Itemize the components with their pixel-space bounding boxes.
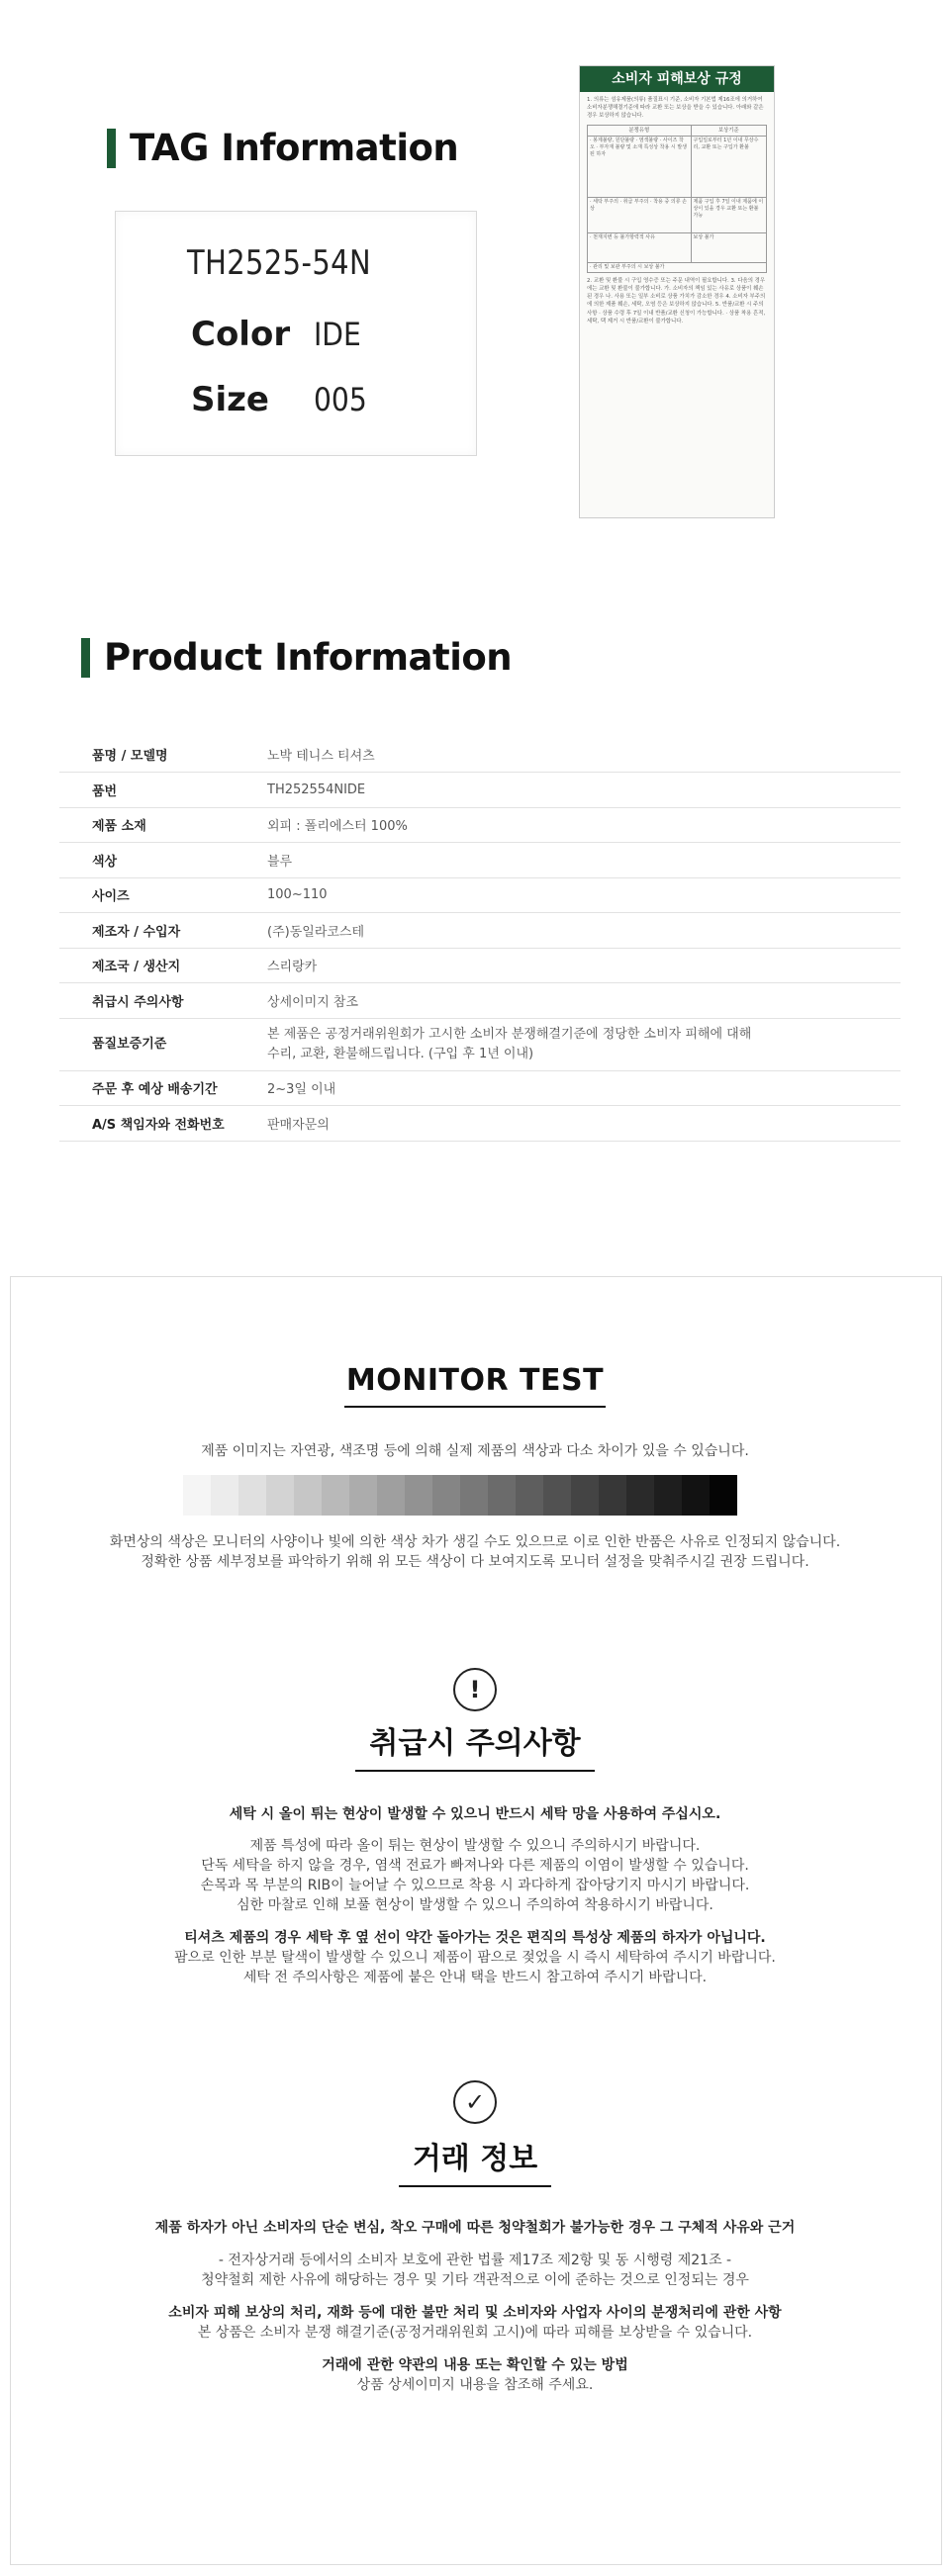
tag-color-row (191, 315, 367, 354)
tag-code: TH2525-54N (187, 243, 372, 283)
tag-size-label: Size (191, 380, 269, 419)
care-line: 티셔츠 제품의 경우 세탁 후 옆 선이 약간 돌아가는 것은 편직의 특성상 제품의 하자가 아닙니다. (184, 1930, 766, 1946)
tag-card (115, 211, 477, 456)
table-row (59, 948, 901, 983)
tag-color-value: IDE (314, 316, 361, 353)
care-label-cell: 구입일로부터 1년 이내 무상수리, 교환 또는 구입가 환불 (691, 136, 766, 197)
care-label-cell: · 천재지변 등 불가항력적 사유 (588, 232, 692, 262)
row-value: 판매자문의 (267, 1117, 330, 1133)
gray-swatch (654, 1475, 682, 1516)
gray-swatch (405, 1475, 432, 1516)
table-row (59, 877, 901, 913)
gray-swatch (543, 1475, 571, 1516)
gray-swatch (488, 1475, 516, 1516)
row-label: 색상 (92, 854, 118, 870)
product-info-table (59, 737, 901, 1142)
row-value: 외피 : 폴리에스터 100% (267, 819, 408, 835)
row-label: 취급시 주의사항 (92, 994, 184, 1010)
gray-swatch (266, 1475, 294, 1516)
check-icon: ✓ (453, 2080, 497, 2124)
gray-swatch (460, 1475, 488, 1516)
trade-line: 거래에 관한 약관의 내용 또는 확인할 수 있는 방법 (322, 2357, 628, 2373)
care-label-cell: · 봉제불량, 원단불량 · 염색불량 · 사이즈 착오 · 부자재 불량 및 소재 특성상 착용 시 발생된 하자 (588, 136, 692, 197)
care-label-footer-row: · 관리 및 보관 부주의 시 보상 불가 (588, 262, 767, 272)
gray-swatch (710, 1475, 737, 1516)
care-line: 세탁 시 올이 튀는 현상이 발생할 수 있으니 반드시 세탁 망을 사용하여 주십시오. (229, 1806, 721, 1822)
gray-swatch (682, 1475, 710, 1516)
row-value: 상세이미지 참조 (267, 994, 359, 1010)
table-row (59, 913, 901, 949)
care-label-cell: 제품 구입 후 7일 이내 제품에 이상이 있을 경우 교환 또는 환불 가능 (691, 197, 766, 232)
monitor-test-title (0, 1363, 950, 1408)
tag-section-heading (107, 127, 458, 169)
row-label: A/S 책임자와 전화번호 (92, 1117, 225, 1133)
row-label: 제품 소재 (92, 819, 146, 835)
gray-swatch (238, 1475, 266, 1516)
row-value (267, 1018, 901, 1070)
row-value-line: 수리, 교환, 환불해드립니다. (구입 후 1년 이내) (267, 1046, 534, 1061)
consumer-damage-label (579, 65, 775, 518)
row-value: (주)동일라코스테 (267, 924, 365, 940)
trade-line: 본 상품은 소비자 분쟁 해결기준(공정거래위원회 고시)에 따라 피해를 보상받을 수 있습니다. (197, 2325, 753, 2341)
trade-line: - 전자상거래 등에서의 소비자 보호에 관한 법률 제17조 제2항 및 동 시행령 제21조 - (218, 2253, 732, 2268)
row-value: 노박 테니스 티셔츠 (267, 749, 375, 764)
table-row (59, 1070, 901, 1106)
trade-line: 상품 상세이미지 내용을 참조해 주세요. (356, 2377, 594, 2393)
monitor-line-3: 정확한 상품 세부정보를 파악하기 위해 위 모든 색상이 다 보여지도록 모니터 설정을 맞춰주시길 권장 드립니다. (141, 1554, 809, 1570)
care-line: 세탁 전 주의사항은 제품에 붙은 안내 택을 반드시 참고하여 주시기 바랍니다. (242, 1970, 708, 1985)
row-value: TH252554NIDE (267, 782, 366, 797)
gray-swatch (183, 1475, 211, 1516)
monitor-gradient-strip (183, 1475, 737, 1516)
warning-icon: ! (453, 1668, 497, 1711)
care-line: 심한 마찰로 인해 보풀 현상이 발생할 수 있으니 주의하여 착용하시기 바랍니다. (237, 1897, 713, 1913)
trade-line: 제품 하자가 아닌 소비자의 단순 변심, 착오 구매에 따른 청약철회가 불가능한 경우 그 구체적 사유와 근거 (154, 2220, 796, 2236)
tag-heading-text: TAG Information (130, 127, 459, 169)
row-label: 품번 (92, 783, 118, 799)
monitor-test-title-text: MONITOR TEST (344, 1363, 606, 1408)
care-label-cell: · 세탁 부주의 · 취급 부주의 · 착용 중 의류 손상 (588, 197, 692, 232)
care-label-header: 분쟁유형 (588, 125, 692, 136)
table-row (59, 1106, 901, 1142)
trade-title (0, 2134, 950, 2187)
monitor-line-2: 화면상의 색상은 모니터의 사양이나 빛에 의한 색상 차가 생길 수도 있으므로 이로 인한 반품은 사유로 인정되지 않습니다. (109, 1534, 841, 1550)
heading-accent-bar (107, 129, 116, 168)
table-row (59, 1018, 901, 1070)
care-label-title: 소비자 피해보상 규정 (580, 66, 774, 92)
care-line: 단독 세탁을 하지 않을 경우, 염색 전료가 빠져나와 다른 제품의 이염이 발생할 수 있습니다. (201, 1858, 749, 1874)
care-label-intro: 1. 의류는 섬유제품(의류) 품질표시 기준, 소비자 기본법 제16조에 의거하여 소비자분쟁해결기준에 따라 교환 또는 보상을 받을 수 있습니다. 아래와 같은 경우 보상하지 않습니다. (587, 97, 764, 120)
trade-title-text: 거래 정보 (399, 2134, 551, 2187)
gray-swatch (322, 1475, 349, 1516)
gray-swatch (432, 1475, 460, 1516)
product-section-heading (81, 636, 512, 679)
care-label-cell: 보상 불가 (691, 232, 766, 262)
gray-swatch (626, 1475, 654, 1516)
care-line: 손목과 목 부분의 RIB이 늘어날 수 있으므로 착용 시 과다하게 잡아당기지 마시기 바랍니다. (200, 1878, 750, 1893)
row-value: 스리랑카 (267, 960, 318, 975)
monitor-line-1: 제품 이미지는 자연광, 색조명 등에 의해 실제 제품의 색상과 다소 차이가 있을 수 있습니다. (201, 1443, 749, 1459)
care-line: 제품 특성에 따라 올이 튀는 현상이 발생할 수 있으니 주의하시기 바랍니다. (249, 1838, 701, 1854)
care-title-text: 취급시 주의사항 (355, 1718, 594, 1772)
row-label: 사이즈 (92, 889, 130, 905)
table-row (59, 773, 901, 808)
row-label: 품질보증기준 (92, 1036, 167, 1052)
table-row (59, 843, 901, 878)
gray-swatch (599, 1475, 626, 1516)
row-label: 품명 / 모델명 (92, 749, 168, 764)
table-row (59, 983, 901, 1019)
tag-color-label: Color (191, 315, 291, 354)
product-heading-text: Product Information (104, 636, 513, 679)
care-line: 팜으로 인한 부분 탈색이 발생할 수 있으니 제품이 팜으로 젖었을 시 즉시 세탁하여 주시기 바랍니다. (174, 1950, 776, 1966)
gray-swatch (349, 1475, 377, 1516)
gray-swatch (516, 1475, 543, 1516)
row-value: 2~3일 이내 (267, 1082, 336, 1098)
row-value: 100~110 (267, 887, 328, 903)
trade-line: 소비자 피해 보상의 처리, 재화 등에 대한 불만 처리 및 소비자와 사업자 사이의 분쟁처리에 관한 사항 (168, 2305, 782, 2321)
gray-swatch (571, 1475, 599, 1516)
heading-accent-bar (81, 638, 90, 678)
row-value: 블루 (267, 854, 293, 870)
care-label-table (587, 125, 767, 273)
gray-swatch (377, 1475, 405, 1516)
gray-swatch (211, 1475, 238, 1516)
gray-swatch (294, 1475, 322, 1516)
care-label-notes: 2. 교환 및 환불 시 구입 영수증 또는 주문 내역이 필요합니다. 3. 다음의 경우에는 교환 및 환불이 불가합니다. 가. 소비자의 책임 있는 사유로 상품이 훼손된 경우 나. 사용 또는 일부 소비로 상품 가치가 감소한 경우 4. 소비자 부주의에 의한 제품 훼손, 세탁, 오염 등은 보상하지 않습니다. 5. 반품/교환 시 주의사항 · 상품 수령 후 7일 이내 반품/교환 신청이 가능합니다. · 상품 착용 흔적, 세탁, 택 제거 시 반품/교환이 불가합니다. (587, 277, 766, 324)
care-label-header: 보상기준 (691, 125, 766, 136)
trade-line: 청약철회 제한 사유에 해당하는 경우 및 기타 객관적으로 이에 준하는 것으로 인정되는 경우 (201, 2272, 749, 2288)
row-label: 주문 후 예상 배송기간 (92, 1082, 218, 1098)
row-value-line: 본 제품은 공정거래위원회가 고시한 소비자 분쟁해결기준에 정당한 소비자 피해에 대해 (267, 1026, 752, 1042)
row-label: 제조자 / 수입자 (92, 924, 181, 940)
table-row (59, 737, 901, 773)
tag-size-value: 005 (314, 381, 367, 418)
row-label: 제조국 / 생산지 (92, 960, 181, 975)
table-row (59, 807, 901, 843)
tag-size-row (191, 380, 374, 419)
care-title (0, 1718, 950, 1772)
